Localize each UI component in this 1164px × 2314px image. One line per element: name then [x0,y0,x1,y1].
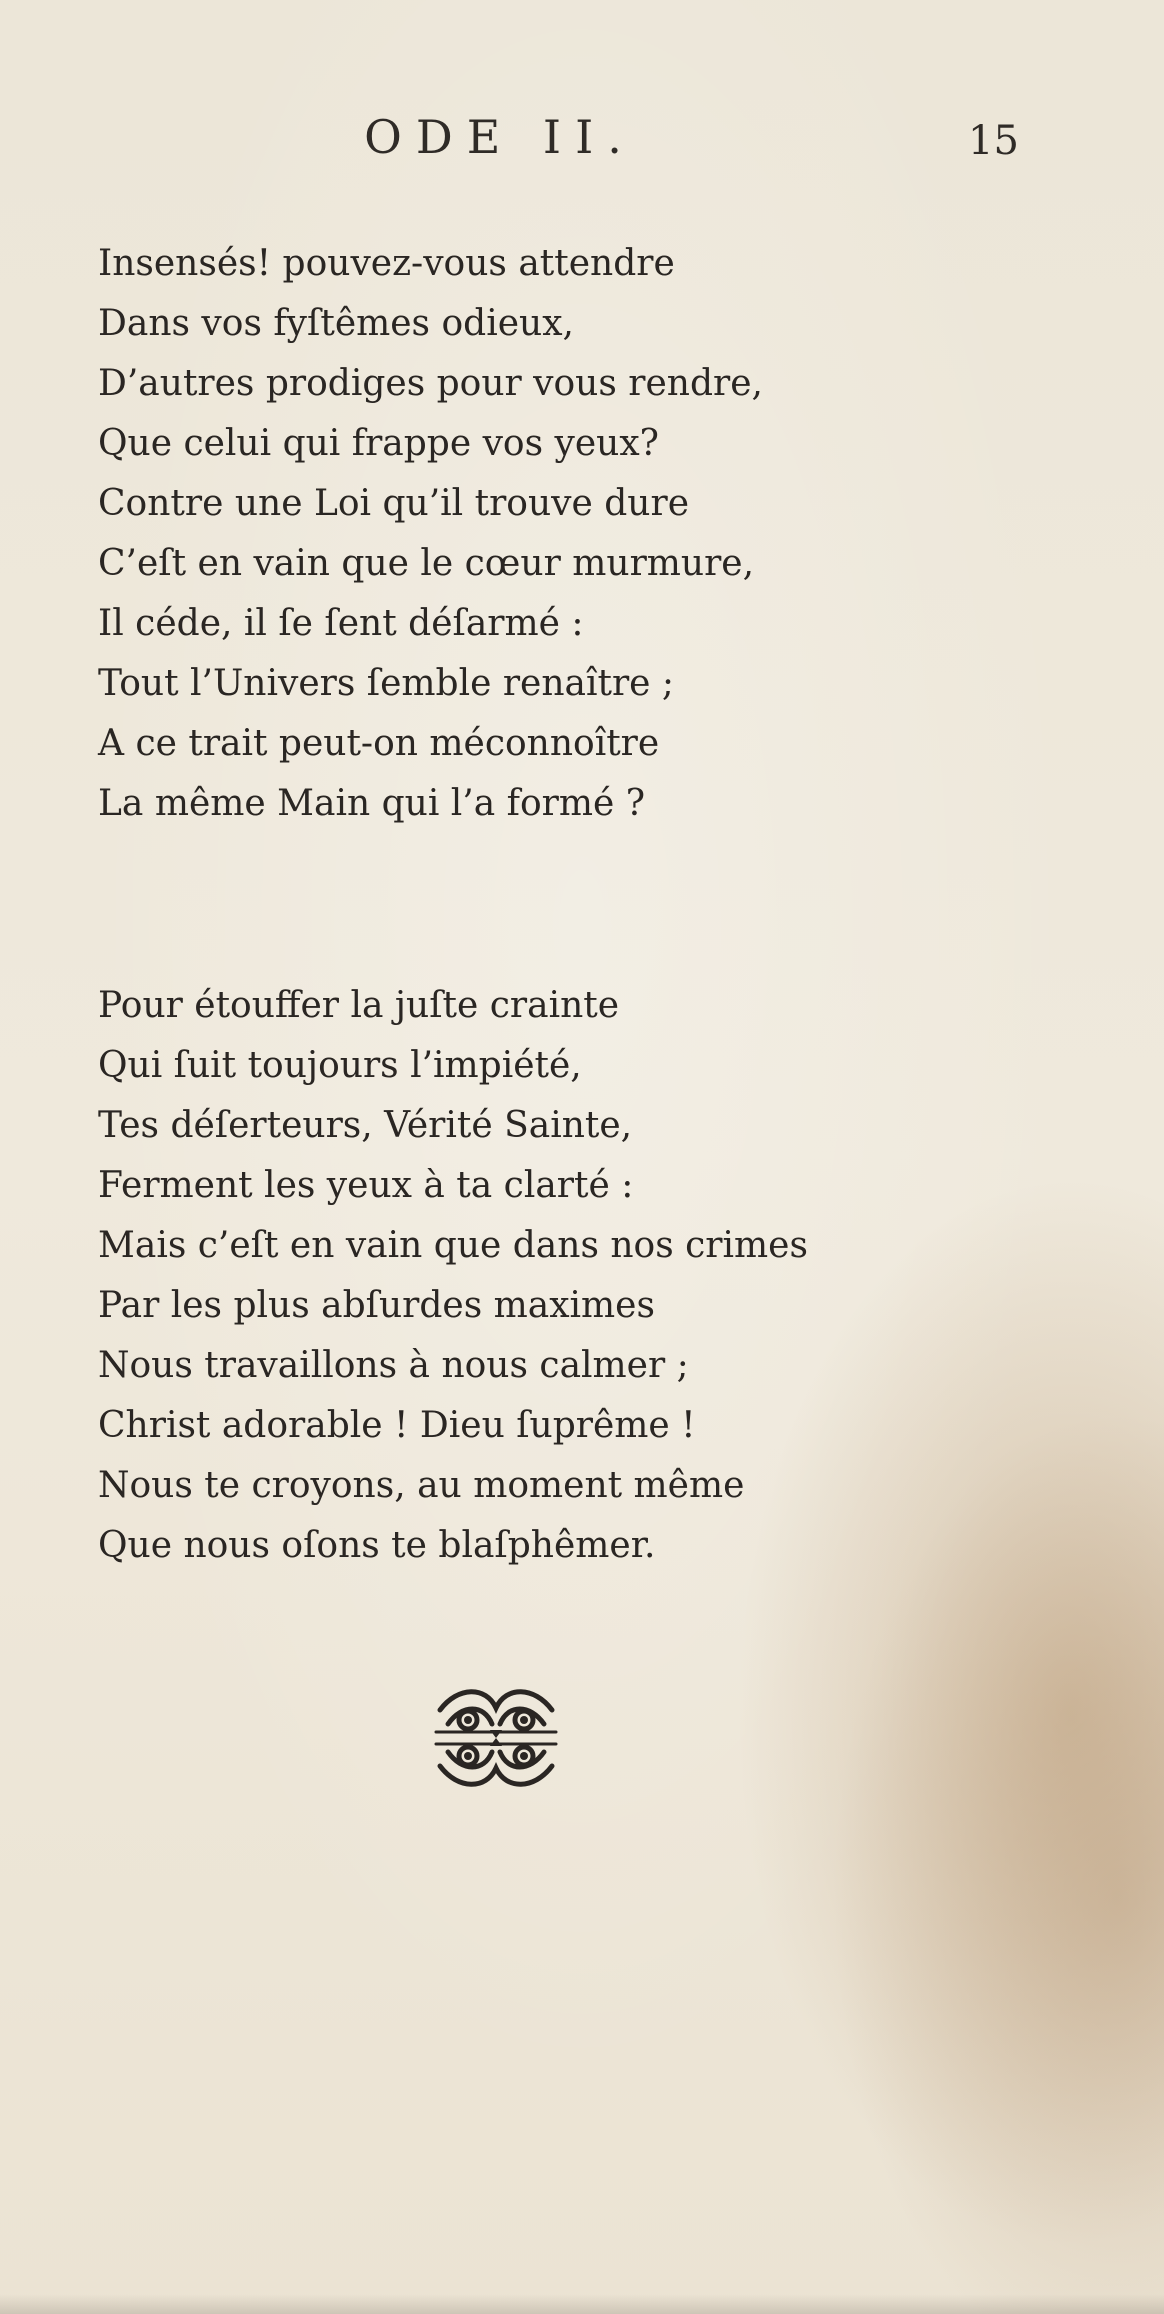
verse-line: Insensés! pouvez-vous attendre [98,243,675,284]
verse-line: Il céde, il ſe ſent déſarmé : [98,603,584,644]
verse-line: Christ adorable ! Dieu ſuprême ! [98,1405,696,1446]
verse-line: Contre une Loi qu’il trouve dure [98,483,689,524]
page-number: 15 [968,118,1019,164]
verse-line: Par les plus abſurdes maximes [98,1285,655,1326]
fleuron-ornament-icon [428,1680,564,1796]
stanza-2 [98,976,1098,1576]
verse-line: A ce trait peut-on méconnoître [98,723,660,764]
verse-line: Mais c’eſt en vain que dans nos crimes [98,1225,808,1266]
stanza-1 [98,234,1098,834]
verse-line: Tes déſerteurs, Vérité Sainte, [98,1105,633,1146]
verse-line: Dans vos fyſtêmes odieux, [98,303,574,344]
verse-line: Pour étouffer la juſte crainte [98,985,620,1026]
verse-line: Nous te croyons, au moment même [98,1465,745,1506]
verse-line: C’eſt en vain que le cœur murmure, [98,543,755,584]
verse-line: Ferment les yeux à ta clarté : [98,1165,634,1206]
verse-line: Nous travaillons à nous calmer ; [98,1345,689,1386]
running-head-title: ODE II. [364,110,636,164]
verse-line: Qui ſuit toujours l’impiété, [98,1045,582,1086]
verse-line: Que nous oſons te blaſphêmer. [98,1525,656,1566]
page-bottom-edge [0,2294,1164,2314]
verse-line: La même Main qui l’a formé ? [98,783,646,824]
verse-line: Tout l’Univers ſemble renaître ; [98,663,675,704]
fleuron-ornament-svg [428,1680,564,1796]
verse-line: Que celui qui frappe vos yeux? [98,423,659,464]
verse-line: D’autres prodiges pour vous rendre, [98,363,763,404]
